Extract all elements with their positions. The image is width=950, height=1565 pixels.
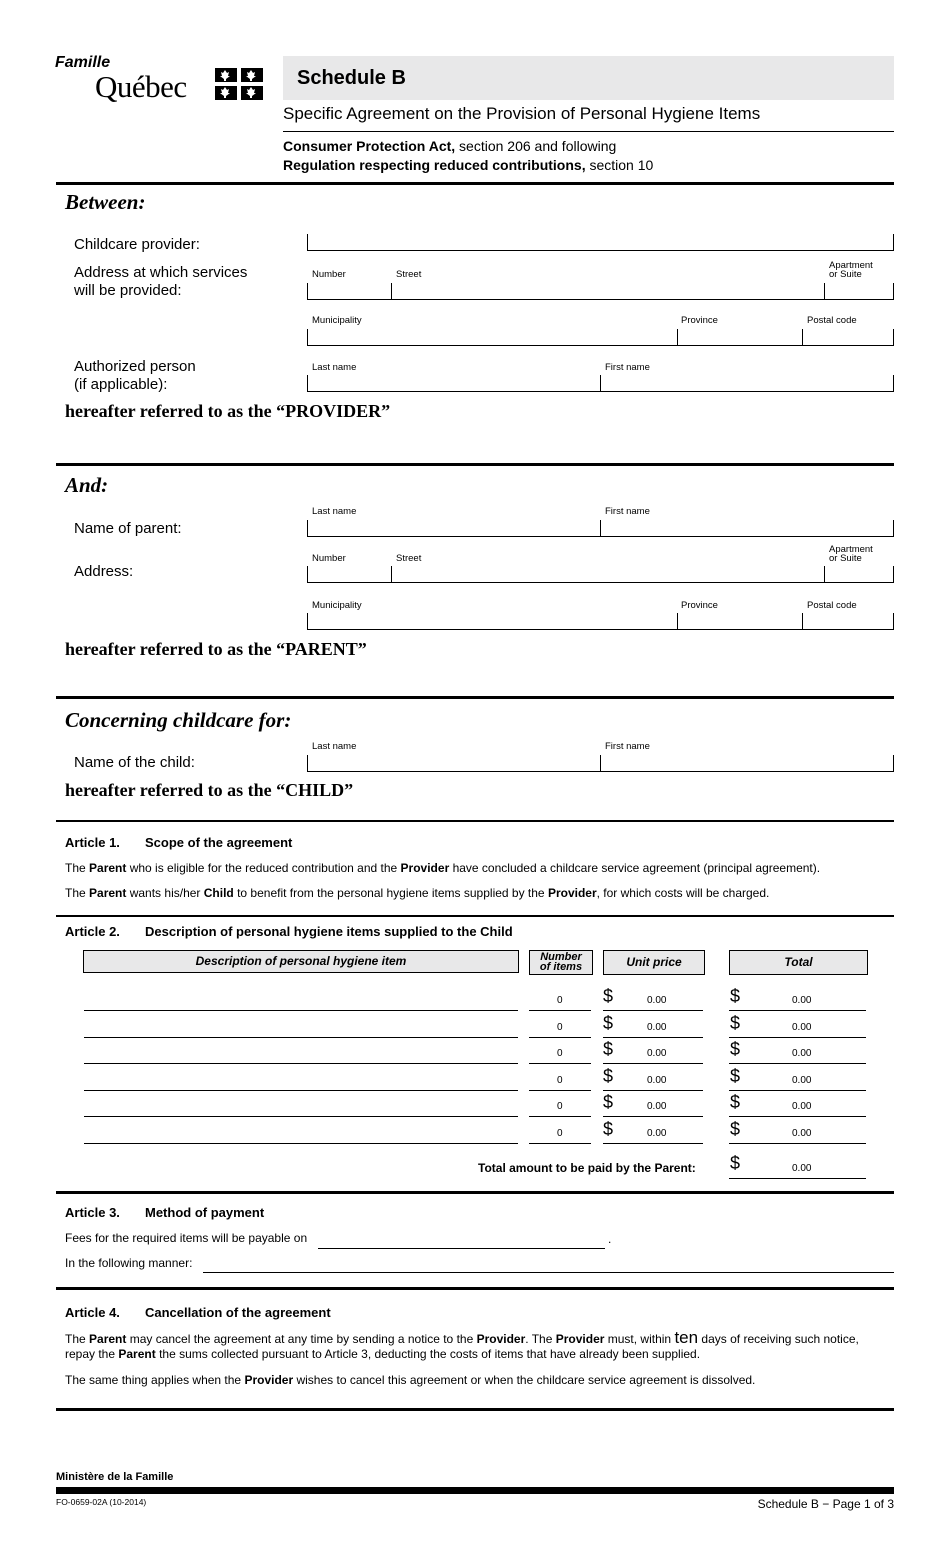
item-quantity-line bbox=[529, 1116, 591, 1117]
last-name-caption: Last name bbox=[312, 362, 357, 373]
cancellation-days-field[interactable]: ten bbox=[674, 1328, 699, 1347]
item-total-line bbox=[729, 1090, 866, 1091]
apartment-caption-2: or Suite bbox=[829, 269, 862, 280]
grand-total-label: Total amount to be paid by the Parent: bbox=[478, 1161, 696, 1175]
child-last-name-caption: Last name bbox=[312, 741, 357, 752]
street-caption: Street bbox=[396, 269, 422, 280]
between-heading: Between: bbox=[65, 190, 146, 214]
payable-period: . bbox=[608, 1232, 612, 1246]
parent-address-street-field[interactable] bbox=[391, 566, 825, 583]
total-currency: $ bbox=[730, 1092, 741, 1112]
ministry-name: Ministère de la Famille bbox=[56, 1471, 174, 1483]
col-header-number: Number of items bbox=[529, 950, 593, 975]
item-unit-price[interactable]: 0.00 bbox=[647, 1128, 667, 1139]
grand-total-value[interactable]: 0.00 bbox=[792, 1163, 812, 1174]
article2-number: Article 2. bbox=[65, 924, 120, 939]
total-currency: $ bbox=[730, 1119, 741, 1139]
parent-address-number-field[interactable] bbox=[307, 566, 392, 583]
child-last-name-field[interactable] bbox=[307, 755, 601, 772]
unit-price-currency: $ bbox=[603, 1119, 614, 1139]
item-unit-price[interactable]: 0.00 bbox=[647, 1022, 667, 1033]
item-unit-price-line bbox=[603, 1143, 703, 1144]
item-total-line bbox=[729, 1143, 866, 1144]
article1-number: Article 1. bbox=[65, 835, 120, 850]
service-address-apartment-field[interactable] bbox=[824, 283, 894, 300]
parent-municipality-field[interactable] bbox=[307, 613, 678, 630]
item-quantity[interactable]: 0 bbox=[557, 995, 563, 1006]
item-total-line bbox=[729, 1010, 866, 1011]
parent-apartment-caption-1: Apartment bbox=[829, 544, 873, 555]
item-quantity-line bbox=[529, 1063, 591, 1064]
famille-quebec-logo bbox=[55, 54, 270, 106]
item-unit-price[interactable]: 0.00 bbox=[647, 995, 667, 1006]
child-first-name-field[interactable] bbox=[600, 755, 894, 772]
article4-paragraph-2: The same thing applies when the Provider wishes to cancel this agreement or when the childcare service agreement is dissolved. bbox=[65, 1373, 756, 1387]
unit-price-currency: $ bbox=[603, 1013, 614, 1033]
service-province-field[interactable] bbox=[677, 329, 803, 346]
law-reference-2: Regulation respecting reduced contributions, section 10 bbox=[283, 157, 654, 173]
item-description-field[interactable] bbox=[84, 1037, 518, 1038]
item-total[interactable]: 0.00 bbox=[792, 1101, 812, 1112]
parent-last-name-caption: Last name bbox=[312, 506, 357, 517]
parent-apartment-caption-2: or Suite bbox=[829, 553, 862, 564]
page-title: Schedule B bbox=[297, 67, 406, 89]
service-address-street-field[interactable] bbox=[391, 283, 825, 300]
item-unit-price[interactable]: 0.00 bbox=[647, 1075, 667, 1086]
col-header-description: Description of personal hygiene item bbox=[83, 950, 519, 973]
provider-name-field[interactable] bbox=[307, 234, 894, 251]
page-subtitle: Specific Agreement on the Provision of Personal Hygiene Items bbox=[283, 104, 761, 123]
item-total[interactable]: 0.00 bbox=[792, 995, 812, 1006]
article4-paragraph-1-line-1: The Parent may cancel the agreement at any time by sending a notice to the Provider. The Provider must, within ten days of receiving such notice, bbox=[65, 1328, 859, 1347]
article1-paragraph-1: The Parent who is eligible for the reduced contribution and the Provider have concluded a childcare service agreement (principal agreement). bbox=[65, 861, 821, 875]
parent-province-caption: Province bbox=[681, 600, 718, 611]
child-referred: hereafter referred to as the “CHILD” bbox=[65, 780, 354, 800]
item-unit-price-line bbox=[603, 1116, 703, 1117]
parent-municipality-caption: Municipality bbox=[312, 600, 362, 611]
item-total[interactable]: 0.00 bbox=[792, 1022, 812, 1033]
apartment-caption-1: Apartment bbox=[829, 260, 873, 271]
province-caption: Province bbox=[681, 315, 718, 326]
unit-price-currency: $ bbox=[603, 1092, 614, 1112]
total-currency: $ bbox=[730, 1039, 741, 1059]
article3-number: Article 3. bbox=[65, 1205, 120, 1220]
article4-paragraph-1-line-2: repay the Parent the sums collected pursuant to Article 3, deducting the costs of items that have already been supplied. bbox=[65, 1347, 701, 1361]
col-header-unit-price: Unit price bbox=[603, 950, 705, 975]
item-description-field[interactable] bbox=[84, 1063, 518, 1064]
item-quantity-line bbox=[529, 1143, 591, 1144]
total-currency: $ bbox=[730, 1066, 741, 1086]
parent-first-name-caption: First name bbox=[605, 506, 650, 517]
authorized-last-name-field[interactable] bbox=[307, 375, 601, 392]
logo-famille: Famille bbox=[55, 54, 111, 71]
parent-province-field[interactable] bbox=[677, 613, 803, 630]
item-unit-price-line bbox=[603, 1010, 703, 1011]
child-name-label: Name of the child: bbox=[74, 754, 195, 771]
article1-paragraph-2: The Parent wants his/her Child to benefit from the personal hygiene items supplied by the Provider, for which costs will be charged. bbox=[65, 886, 770, 900]
first-name-caption: First name bbox=[605, 362, 650, 373]
service-postal-code-field[interactable] bbox=[802, 329, 894, 346]
concerning-heading: Concerning childcare for: bbox=[65, 708, 292, 732]
item-unit-price[interactable]: 0.00 bbox=[647, 1101, 667, 1112]
authorized-first-name-field[interactable] bbox=[600, 375, 894, 392]
grand-total-currency: $ bbox=[730, 1153, 741, 1173]
item-unit-price-line bbox=[603, 1063, 703, 1064]
parent-postal-code-caption: Postal code bbox=[807, 600, 857, 611]
authorized-label-1: Authorized person bbox=[74, 358, 196, 375]
form-code: FO-0659-02A (10-2014) bbox=[56, 1497, 147, 1507]
item-total[interactable]: 0.00 bbox=[792, 1075, 812, 1086]
unit-price-currency: $ bbox=[603, 1039, 614, 1059]
item-description-field[interactable] bbox=[84, 1010, 518, 1011]
item-quantity-line bbox=[529, 1010, 591, 1011]
service-address-label-1: Address at which services bbox=[74, 264, 248, 281]
parent-street-caption: Street bbox=[396, 553, 422, 564]
provider-referred: hereafter referred to as the “PROVIDER” bbox=[65, 401, 391, 421]
col-header-total: Total bbox=[729, 950, 868, 975]
item-total[interactable]: 0.00 bbox=[792, 1048, 812, 1059]
parent-referred: hereafter referred to as the “PARENT” bbox=[65, 639, 367, 659]
payment-manner-field[interactable] bbox=[203, 1272, 894, 1273]
item-quantity[interactable]: 0 bbox=[557, 1101, 563, 1112]
title-bar bbox=[283, 56, 894, 100]
item-quantity[interactable]: 0 bbox=[557, 1075, 563, 1086]
authorized-label-2: (if applicable): bbox=[74, 376, 168, 393]
total-currency: $ bbox=[730, 986, 741, 1006]
parent-first-name-field[interactable] bbox=[600, 520, 894, 537]
item-unit-price-line bbox=[603, 1090, 703, 1091]
parent-address-apartment-field[interactable] bbox=[824, 566, 894, 583]
item-quantity[interactable]: 0 bbox=[557, 1128, 563, 1139]
parent-last-name-field[interactable] bbox=[307, 520, 601, 537]
service-municipality-field[interactable] bbox=[307, 329, 678, 346]
item-description-field[interactable] bbox=[84, 1143, 518, 1144]
quebec-flag-icon bbox=[215, 68, 263, 100]
item-description-field[interactable] bbox=[84, 1090, 518, 1091]
service-address-number-field[interactable] bbox=[307, 283, 392, 300]
parent-address-label: Address: bbox=[74, 563, 134, 580]
article4-number: Article 4. bbox=[65, 1305, 120, 1320]
fees-payable-label: Fees for the required items will be payable on bbox=[65, 1231, 308, 1245]
unit-price-currency: $ bbox=[603, 986, 614, 1006]
municipality-caption: Municipality bbox=[312, 315, 362, 326]
item-description-field[interactable] bbox=[84, 1116, 518, 1117]
item-quantity[interactable]: 0 bbox=[557, 1048, 563, 1059]
service-address-label-2: will be provided: bbox=[74, 282, 182, 299]
provider-label: Childcare provider: bbox=[74, 236, 200, 253]
logo-quebec: Québec bbox=[95, 69, 187, 104]
item-total[interactable]: 0.00 bbox=[792, 1128, 812, 1139]
payable-date-field[interactable] bbox=[318, 1248, 605, 1249]
item-total-line bbox=[729, 1037, 866, 1038]
manner-label: In the following manner: bbox=[65, 1256, 193, 1270]
page-number: Schedule B − Page 1 of 3 bbox=[757, 1497, 894, 1511]
item-quantity-line bbox=[529, 1090, 591, 1091]
child-first-name-caption: First name bbox=[605, 741, 650, 752]
item-unit-price[interactable]: 0.00 bbox=[647, 1048, 667, 1059]
number-caption: Number bbox=[312, 269, 346, 280]
parent-postal-code-field[interactable] bbox=[802, 613, 894, 630]
article3-title: Method of payment bbox=[145, 1205, 265, 1220]
item-total-line bbox=[729, 1116, 866, 1117]
law-reference-1: Consumer Protection Act, section 206 and following bbox=[283, 138, 617, 154]
item-quantity[interactable]: 0 bbox=[557, 1022, 563, 1033]
and-heading: And: bbox=[65, 473, 109, 497]
total-currency: $ bbox=[730, 1013, 741, 1033]
article4-title: Cancellation of the agreement bbox=[145, 1305, 331, 1320]
article2-title: Description of personal hygiene items supplied to the Child bbox=[145, 924, 513, 939]
article1-title: Scope of the agreement bbox=[145, 835, 293, 850]
item-unit-price-line bbox=[603, 1037, 703, 1038]
item-total-line bbox=[729, 1063, 866, 1064]
parent-number-caption: Number bbox=[312, 553, 346, 564]
item-quantity-line bbox=[529, 1037, 591, 1038]
postal-code-caption: Postal code bbox=[807, 315, 857, 326]
unit-price-currency: $ bbox=[603, 1066, 614, 1086]
parent-name-label: Name of parent: bbox=[74, 520, 182, 537]
